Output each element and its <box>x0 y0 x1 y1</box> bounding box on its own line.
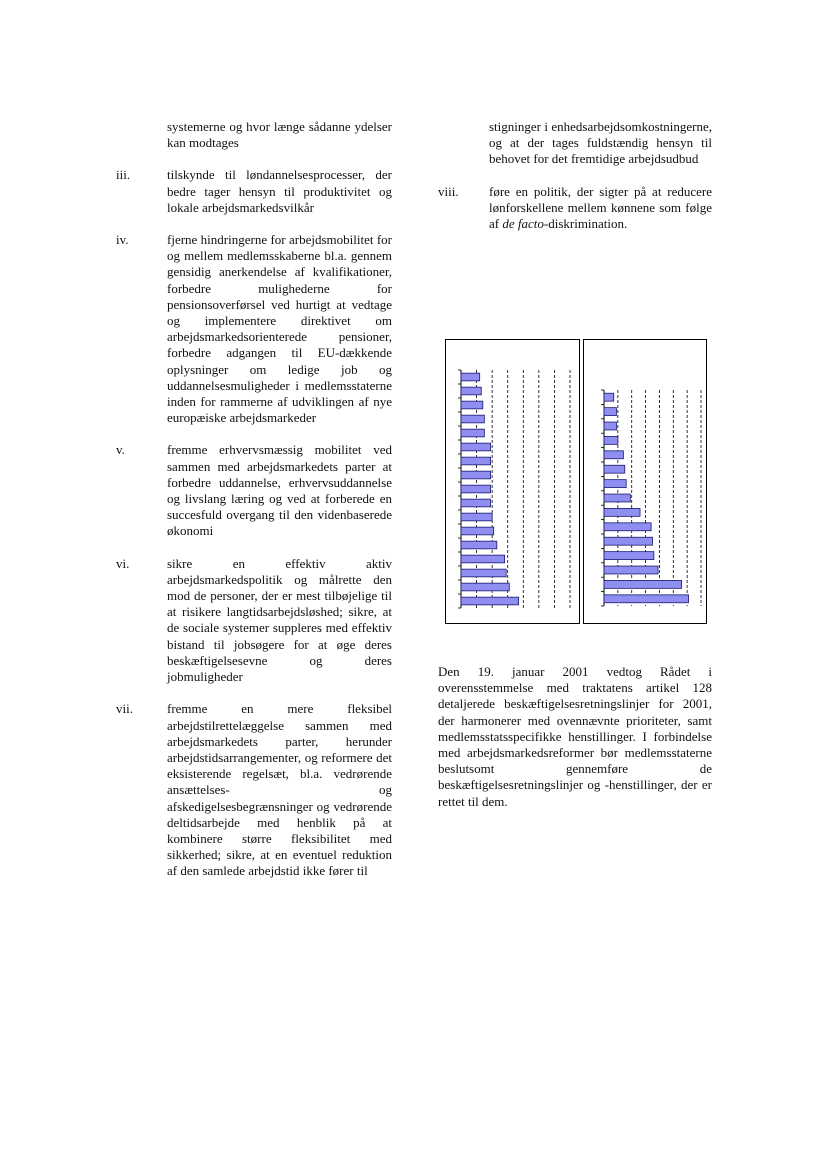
bar <box>461 443 491 451</box>
bar <box>604 566 658 574</box>
list-item-v <box>116 442 392 539</box>
bar <box>604 436 618 444</box>
bar <box>604 408 616 416</box>
bar <box>461 373 480 381</box>
list-item-number: iv. <box>116 232 129 248</box>
bar <box>461 429 484 437</box>
bar <box>461 513 492 521</box>
bar <box>461 485 491 493</box>
bar <box>604 537 653 545</box>
bar <box>461 415 484 423</box>
list-item-text: fjerne hindringerne for arbejdsmobilitet for og mellem medlemsskaberne bl.a. gennem gensidig anerkendelse af kvalifikationer, forbedre mulighederne for pensionsoverførsel ved hurtigt at vedtage og implementere direktivet om arbejdsmarkedsorienterede pensioner, forbedre adgangen til EU-dækkende oplysninger om ledige job og uddannelsesmuligheder i medlemsstaterne inden for rammerne af udviklingen af nye europæiske arbejdsmarkeder <box>167 232 392 426</box>
right-column <box>438 119 712 248</box>
list-item-number: iii. <box>116 167 131 183</box>
left-intro-continuation: systemerne og hvor længe sådanne ydelser kan modtages <box>167 119 392 151</box>
bar <box>604 393 614 401</box>
left-column <box>116 119 392 896</box>
list-item-number: v. <box>116 442 125 458</box>
bar <box>604 508 640 516</box>
bar <box>461 471 491 479</box>
list-item-text: sikre en effektiv aktiv arbejdsmarkedspolitik og målrette den mod de personer, der er mest tilbøjelige til at risikere langtidsarbejdsløshed; sikre, at de sociale systemer suppleres med effektiv bistand til jobsøgere for at øge deres beskæftigelsesevne og deres jobmuligheder <box>167 555 392 685</box>
list-item-text: fremme en mere fleksibel arbejdstilrettelæggelse sammen med arbejdsmarkedets parter, herunder arbejdstidsarrangementer, og reformere det eksisterende regelsæt, bl.a. vedrørende ansættelses- og afskedigelsesbegrænsninger og vedrørende deltidsarbejde med henblik på at kombinere større fleksibilitet med sikkerhed; sikre, at en eventuel reduktion af den samlede arbejdstid ikke fører til <box>167 701 392 879</box>
bar <box>604 465 625 473</box>
item-viii-italic: de facto <box>502 216 544 232</box>
item-viii-text-after: -diskrimination. <box>543 216 628 232</box>
bar <box>461 569 506 577</box>
chart-right <box>583 339 707 624</box>
chart-right-svg <box>584 340 708 625</box>
list-item-vii <box>116 701 392 879</box>
bar <box>604 494 630 502</box>
bar <box>604 480 626 488</box>
bar <box>461 499 491 507</box>
bar <box>461 387 481 395</box>
bar <box>604 422 616 430</box>
list-item-number: vii. <box>116 701 133 717</box>
list-item-iv <box>116 232 392 426</box>
list-item-text: fremme erhvervsmæssig mobilitet ved sammen med arbejdsmarkedets parter at forbedre uddannelse, erhvervsuddannelse og livslang læring og ved at forberede en succesfuld overgang til den videnbaserede økonomi <box>167 442 392 539</box>
list-item-number: viii. <box>438 183 459 199</box>
bar <box>461 555 505 563</box>
list-item-iii <box>116 167 392 216</box>
chart-left <box>445 339 580 624</box>
bar <box>461 527 494 535</box>
bar <box>461 583 509 591</box>
bar <box>461 597 519 605</box>
list-item-viii <box>438 184 712 233</box>
bar <box>461 457 491 465</box>
list-item-text: tilskynde til løndannelsesprocesser, der bedre tager hensyn til produktivitet og lokale arbejdsmarkedsvilkår <box>167 167 392 215</box>
list-item-text <box>489 184 712 233</box>
bar <box>604 523 651 531</box>
bar <box>604 595 689 603</box>
charts-area <box>445 339 707 626</box>
chart-left-svg <box>446 340 581 625</box>
bar <box>461 541 497 549</box>
bar <box>461 401 483 409</box>
list-item-number: vi. <box>116 555 130 571</box>
bar <box>604 552 654 560</box>
list-item-vi <box>116 556 392 686</box>
bar <box>604 451 623 459</box>
bar <box>604 580 682 588</box>
right-continuation: stigninger i enhedsarbejdsomkostningerne, og at der tages fuldstændig hensyn til behovet for det fremtidige arbejdsudbud <box>489 119 712 167</box>
body-paragraph: Den 19. januar 2001 vedtog Rådet i overensstemmelse med traktatens artikel 128 detaljerede beskæftigelsesretningslinjer for 2001, der harmonerer med ovennævnte prioriteter, samt medlemsstatsspecifikke henstillinger. I forbindelse med arbejdsmarkedsreformer bør medlemsstaterne beslutsomt gennemføre de beskæftigelsesretningslinjer og -henstillinger, der er rettet til dem. <box>438 664 712 809</box>
item-viii-text-before: føre en politik, der sigter på at reducere lønforskellene mellem kønnene som følge af <box>489 183 712 232</box>
